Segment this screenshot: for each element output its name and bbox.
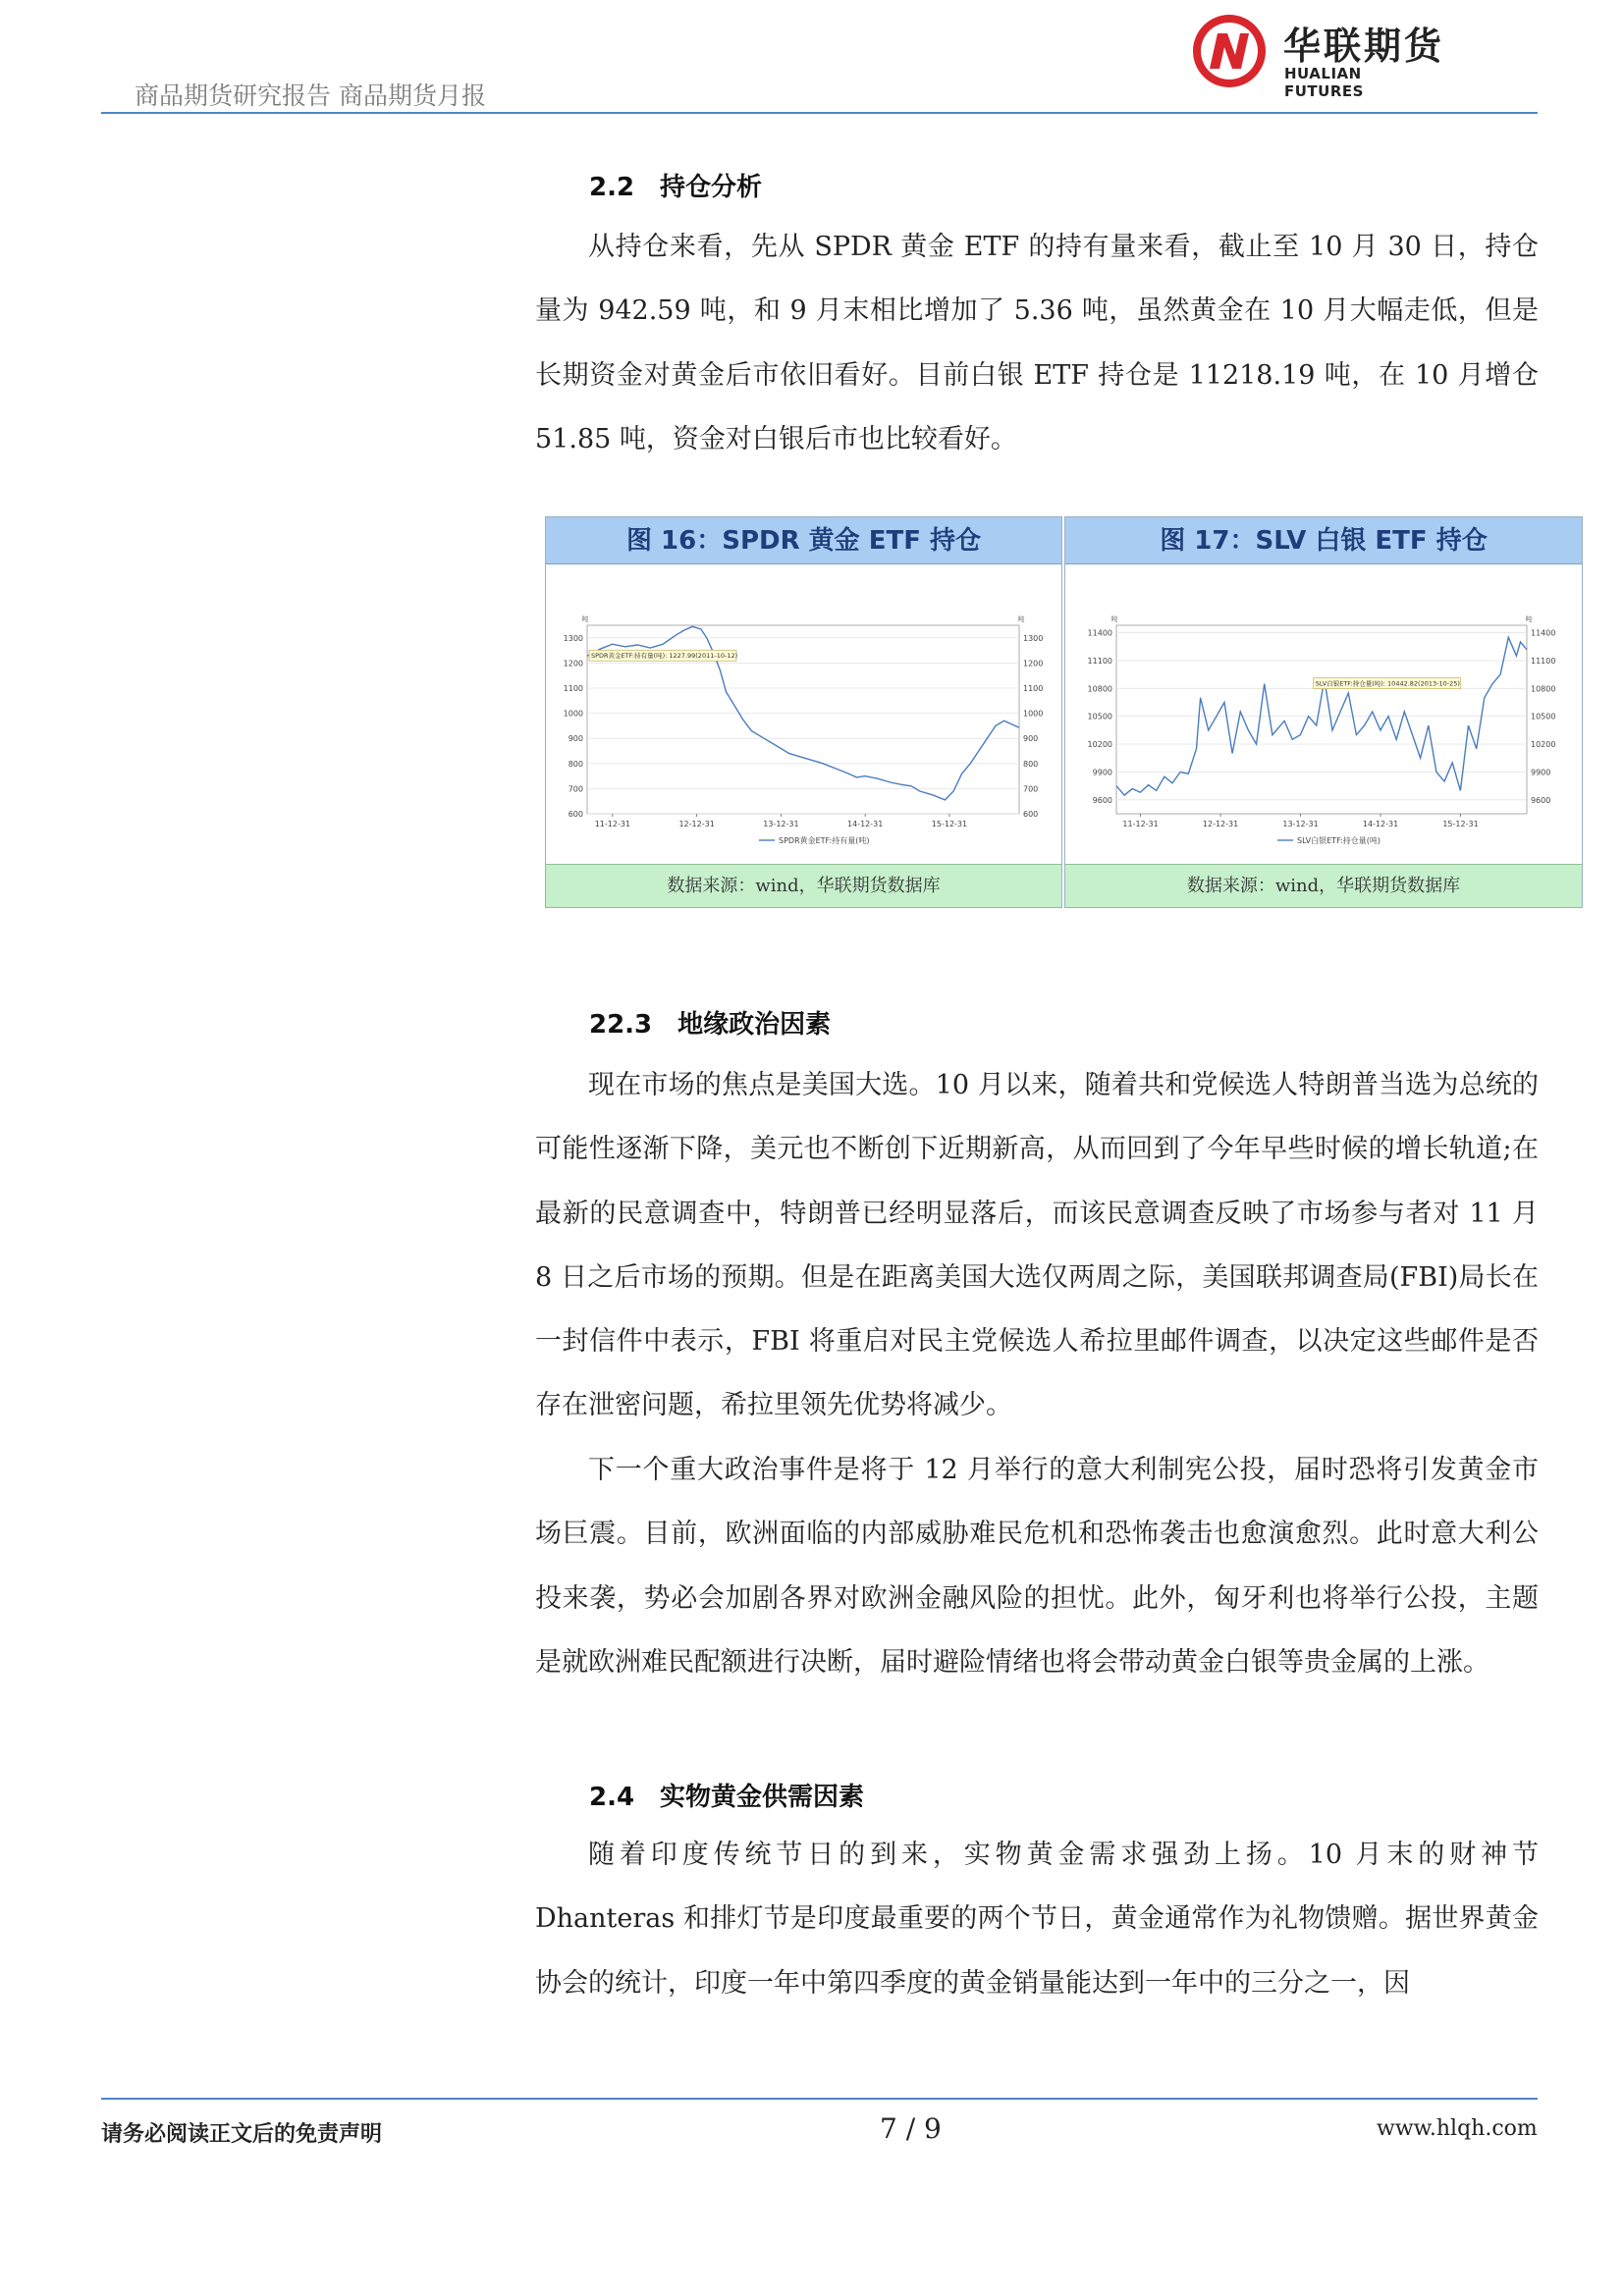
section-paragraph-2-3-a: 现在市场的焦点是美国大选。10 月以来，随着共和党候选人特朗普当选为总统的可能性逐渐下降，美元也不断创下近期新高，从而回到了今年早些时候的增长轨道;在最新的民意调查中，特朗普已经明显落后，而该民意调查反映了市场参与者对 11 月 8 日之后市场的预期。但是在距离美国大选仅两周之际，美国联邦调查局(FBI)局长在一封信件中表示，FBI 将重启对民主党候选人希拉里邮件调查，以决定这些邮件是否存在泄密问题，希拉里领先优势将减少。 <box>535 1070 1539 1421</box>
y-tick-label-right: 1300 <box>1023 633 1044 643</box>
y-tick-label-right: 9600 <box>1531 795 1551 805</box>
y-tick-label-right: 900 <box>1023 734 1039 744</box>
section-heading-2-4: 2.4 实物黄金供需因素 <box>589 1783 865 1812</box>
y-tick-label-right: 800 <box>1023 759 1039 769</box>
annotation-text: SLV白银ETF:持仓量(吨): 10442.82(2013-10-25) <box>1315 679 1460 688</box>
y-tick-label-left: 1100 <box>563 684 583 693</box>
figure-16 <box>545 516 1062 908</box>
header-title: 商品期货研究报告 商品期货月报 <box>135 81 486 110</box>
y-tick-label-left: 800 <box>568 759 583 769</box>
y-tick-label-right: 600 <box>1023 810 1039 819</box>
figure-panel <box>545 516 1583 908</box>
y-tick-label-left: 11400 <box>1087 628 1112 638</box>
y-tick-label-right: 10800 <box>1531 684 1556 694</box>
page-number: 7 / 9 <box>880 2112 942 2145</box>
x-tick-label: 12-12-31 <box>1202 820 1239 828</box>
y-tick-label-right: 10500 <box>1531 712 1556 721</box>
hualian-logo-icon <box>1190 12 1269 90</box>
annotation-text: SPDR黄金ETF:持有量(吨): 1227.99(2011-10-12) <box>591 652 738 661</box>
x-tick-label: 13-12-31 <box>763 820 799 828</box>
x-tick-label: 11-12-31 <box>594 820 631 828</box>
figure-17 <box>1064 516 1583 908</box>
y-tick-label-left: 9900 <box>1092 768 1112 777</box>
x-tick-label: 11-12-31 <box>1122 820 1159 828</box>
y-tick-label-left: 1200 <box>563 659 583 668</box>
chart-annotation <box>1314 678 1461 689</box>
y-tick-label-right: 9900 <box>1531 768 1551 777</box>
plot-area <box>1116 625 1527 814</box>
y-tick-label-right: 700 <box>1023 784 1039 794</box>
slv-silver-etf-chart <box>1065 566 1582 864</box>
footer-url: www.hlqh.com <box>1377 2116 1538 2141</box>
header-divider <box>101 112 1538 114</box>
y-tick-label-left: 10500 <box>1087 712 1112 721</box>
chart-annotation <box>589 650 737 661</box>
y-tick-label-right: 1000 <box>1023 709 1044 719</box>
footer-divider <box>101 2098 1538 2100</box>
x-tick-label: 14-12-31 <box>1362 820 1399 828</box>
y-tick-label-left: 1300 <box>563 633 583 643</box>
y-tick-label-right: 11100 <box>1531 656 1556 666</box>
y-tick-label-right: 1200 <box>1023 659 1044 668</box>
figure-17-source: 数据来源：wind，华联期货数据库 <box>1065 864 1582 907</box>
y-tick-label-left: 9600 <box>1092 795 1112 805</box>
figure-17-title: 图 17：SLV 白银 ETF 持仓 <box>1065 517 1582 564</box>
section-heading-2-2: 2.2 持仓分析 <box>589 173 763 202</box>
y-tick-label-right: 10200 <box>1531 740 1556 750</box>
logo-english-name: HUALIAN FUTURES <box>1284 65 1364 100</box>
legend-label: SPDR黄金ETF:持有量(吨) <box>779 836 870 845</box>
x-tick-label: 15-12-31 <box>931 820 968 828</box>
section-paragraph-2-3-b: 下一个重大政治事件是将于 12 月举行的意大利制宪公投，届时恐将引发黄金市场巨震。目前，欧洲面临的内部威胁难民危机和恐怖袭击也愈演愈烈。此时意大利公投来袭，势必会加剧各界对欧洲金融风险的担忧。此外，匈牙利也将举行公投，主题是就欧洲难民配额进行决断，届时避险情绪也将会带动黄金白银等贵金属的上涨。 <box>535 1455 1539 1678</box>
x-tick-label: 15-12-31 <box>1442 820 1479 828</box>
section-heading-2-3: 22.3 地缘政治因素 <box>589 1010 832 1040</box>
figure-16-source: 数据来源：wind，华联期货数据库 <box>546 864 1061 907</box>
y-tick-label-right: 11400 <box>1531 628 1556 638</box>
x-tick-label: 13-12-31 <box>1282 820 1319 828</box>
y-tick-label-right: 1100 <box>1023 684 1044 693</box>
y-unit-right: 吨 <box>1017 615 1025 623</box>
y-tick-label-left: 600 <box>568 810 583 819</box>
y-unit-left: 吨 <box>1110 615 1118 623</box>
footer-disclaimer: 请务必阅读正文后的免责声明 <box>101 2122 383 2147</box>
x-tick-label: 14-12-31 <box>847 820 884 828</box>
company-logo <box>1190 10 1445 100</box>
section-paragraph-2-4: 随着印度传统节日的到来，实物黄金需求强劲上扬。10 月末的财神节 Dhanteras 和排灯节是印度最重要的两个节日，黄金通常作为礼物馈赠。据世界黄金协会的统计，印度一年中第四季度的黄金销量能达到一年中的三分之一，因 <box>535 1840 1539 1999</box>
spdr-gold-etf-chart <box>546 566 1061 864</box>
legend-label: SLV白银ETF:持仓量(吨) <box>1297 836 1380 845</box>
y-tick-label-left: 1000 <box>563 709 583 719</box>
y-unit-right: 吨 <box>1525 615 1533 623</box>
section-paragraph-2-2: 从持仓来看，先从 SPDR 黄金 ETF 的持有量来看，截止至 10 月 30 日，持仓量为 942.59 吨，和 9 月末相比增加了 5.36 吨，虽然黄金在 10 月大幅走低，但是长期资金对黄金后市依旧看好。目前白银 ETF 持仓是 11218.19 吨，在 10 月增仓 51.85 吨，资金对白银后市也比较看好。 <box>535 232 1539 454</box>
logo-chinese-name: 华联期货 <box>1283 25 1445 68</box>
figure-16-title: 图 16：SPDR 黄金 ETF 持仓 <box>546 517 1061 564</box>
y-tick-label-left: 700 <box>568 784 583 794</box>
y-tick-label-left: 11100 <box>1087 656 1112 666</box>
y-tick-label-left: 900 <box>568 734 583 744</box>
x-tick-label: 12-12-31 <box>678 820 715 828</box>
y-unit-left: 吨 <box>581 615 589 623</box>
y-tick-label-left: 10800 <box>1087 684 1112 694</box>
y-tick-label-left: 10200 <box>1087 740 1112 750</box>
